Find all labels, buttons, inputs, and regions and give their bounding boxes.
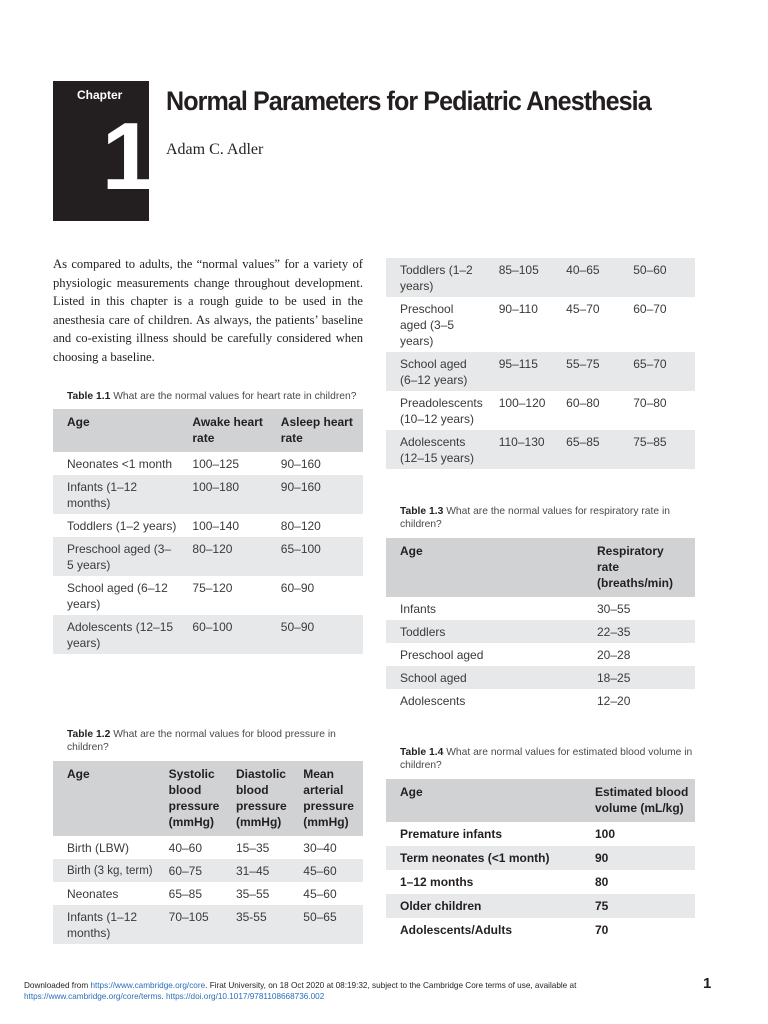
footer-middle: . Firat University, on 18 Oct 2020 at 08:19:32, subject to the Cambridge Core terms of use, available at (205, 981, 577, 990)
table-cell: 65–100 (271, 537, 363, 576)
table-cell: 60–80 (556, 391, 623, 430)
table1-caption-text: What are the normal values for heart rate in children? (113, 391, 357, 402)
table2-label: Table 1.2 (67, 729, 111, 740)
table-row (53, 452, 363, 475)
table-cell: 50–90 (271, 615, 363, 654)
column-header: Diastolic blood pressure (mmHg) (226, 761, 293, 836)
chapter-number: 1 (101, 103, 149, 210)
table-cell: Infants (1–12 months) (53, 475, 182, 514)
footer-prefix: Downloaded from (24, 981, 91, 990)
column-header: Awake heart rate (182, 409, 270, 452)
table-cell: Infants (1–12 months) (53, 905, 159, 944)
table-cell: 60–75 (159, 859, 226, 882)
table-cell: 90–110 (489, 297, 556, 352)
table-cell: Toddlers (386, 620, 587, 643)
table-cell: 80–120 (271, 514, 363, 537)
table-row (386, 352, 695, 391)
table-cell: 1–12 months (386, 870, 585, 894)
table-cell: 40–60 (159, 836, 226, 859)
table-cell: 70 (585, 918, 695, 942)
footer-separator: . (161, 992, 166, 1001)
table-cell: 60–90 (271, 576, 363, 615)
table-cell: 40–65 (556, 258, 623, 297)
table-row (386, 666, 695, 689)
table-header-row (53, 409, 363, 452)
table-cell: 45–60 (293, 859, 363, 882)
table3-caption (400, 505, 696, 531)
table4-caption (400, 746, 700, 772)
table2-caption-text: What are the normal values for blood pressure in children? (67, 729, 336, 753)
table-row (53, 576, 363, 615)
table-cell: Neonates <1 month (53, 452, 182, 475)
blood-volume-table (386, 779, 695, 942)
column-header: Asleep heart rate (271, 409, 363, 452)
respiratory-rate-table (386, 538, 695, 712)
table-row (386, 846, 695, 870)
table-row (386, 258, 695, 297)
table1-label: Table 1.1 (67, 391, 111, 402)
chapter-title: Normal Parameters for Pediatric Anesthesia (166, 86, 651, 116)
table-cell: 30–55 (587, 597, 695, 620)
doi-link[interactable]: https://doi.org/10.1017/9781108668736.002 (165, 992, 325, 1001)
table-cell: Toddlers (1–2 years) (386, 258, 489, 297)
column-header: Age (53, 409, 182, 452)
table-cell: 75 (585, 894, 695, 918)
column-header: Age (386, 779, 585, 822)
table-row (386, 643, 695, 666)
table-cell: 75–85 (623, 430, 695, 469)
table-cell: Infants (386, 597, 587, 620)
table-cell: Adolescents (12–15 years) (53, 615, 182, 654)
table-row (53, 836, 363, 859)
table-row (53, 537, 363, 576)
blood-pressure-table (53, 761, 363, 944)
intro-paragraph: As compared to adults, the “normal values” for a variety of physiologic measurements change throughout development. Listed in this chapter is a rough guide to be used in the anesthesia care of children. As always, the patients’ baseline and co-existing illness should be carefully considered when choosing a baseline. (53, 257, 363, 364)
table-cell: 100 (585, 822, 695, 846)
table-cell: 110–130 (489, 430, 556, 469)
table-cell: 60–70 (623, 297, 695, 352)
table3-label: Table 1.3 (400, 506, 444, 517)
table-cell: Preschool aged (3–5 years) (53, 537, 182, 576)
table-cell: 31–45 (226, 859, 293, 882)
table-row (53, 905, 363, 944)
table-cell: 100–120 (489, 391, 556, 430)
table-cell: 45–60 (293, 882, 363, 905)
table-cell: School aged (386, 666, 587, 689)
blood-pressure-table-continued (386, 258, 695, 469)
column-header: Mean arterial pressure (mmHg) (293, 761, 363, 836)
cambridge-core-link[interactable]: https://www.cambridge.org/core (90, 981, 206, 990)
table-cell: 70–80 (623, 391, 695, 430)
table-cell: Older children (386, 894, 585, 918)
table-cell: 65–70 (623, 352, 695, 391)
terms-link[interactable]: https://www.cambridge.org/core/terms (24, 992, 162, 1001)
table-cell: 80 (585, 870, 695, 894)
table-cell: 85–105 (489, 258, 556, 297)
table-header-row (53, 761, 363, 836)
table-cell: 100–125 (182, 452, 270, 475)
page-number: 1 (703, 975, 712, 992)
column-header: Respiratory rate (breaths/min) (587, 538, 695, 597)
table-cell: 60–100 (182, 615, 270, 654)
table-cell: 100–140 (182, 514, 270, 537)
table-cell: 30–40 (293, 836, 363, 859)
column-header: Age (53, 761, 159, 836)
table-cell: Adolescents (12–15 years) (386, 430, 489, 469)
table-row (386, 620, 695, 643)
table-cell: Term neonates (<1 month) (386, 846, 585, 870)
table-cell: Birth (LBW) (53, 836, 159, 859)
column-header: Age (386, 538, 587, 597)
table-header-row (386, 779, 695, 822)
table-cell: School aged (6–12 years) (53, 576, 182, 615)
table-row (386, 430, 695, 469)
table-row (386, 918, 695, 942)
table-cell: 65–85 (159, 882, 226, 905)
table-cell: 75–120 (182, 576, 270, 615)
table-cell: 12–20 (587, 689, 695, 712)
table-cell: Adolescents/Adults (386, 918, 585, 942)
table-cell: Preadolescents (10–12 years) (386, 391, 489, 430)
table-cell: 65–85 (556, 430, 623, 469)
table-row (386, 822, 695, 846)
table3-caption-text: What are the normal values for respiratory rate in children? (400, 506, 670, 530)
table-row (386, 597, 695, 620)
table-row (53, 859, 363, 882)
table-cell: 35-55 (226, 905, 293, 944)
table-cell: 80–120 (182, 537, 270, 576)
table-cell: 90–160 (271, 475, 363, 514)
column-header: Estimated blood volume (mL/kg) (585, 779, 695, 822)
table-cell: 22–35 (587, 620, 695, 643)
table4-caption-text: What are normal values for estimated blood volume in children? (400, 747, 693, 771)
table-cell: School aged (6–12 years) (386, 352, 489, 391)
download-footer (24, 980, 664, 1002)
table-cell: Birth (3 kg, term) (53, 859, 159, 882)
table-cell: 100–180 (182, 475, 270, 514)
table-cell: 70–105 (159, 905, 226, 944)
table-cell: 90 (585, 846, 695, 870)
author-name: Adam C. Adler (166, 141, 264, 158)
table-row (53, 475, 363, 514)
table2-caption (67, 728, 363, 754)
table-cell: 45–70 (556, 297, 623, 352)
table-row (386, 894, 695, 918)
table-row (386, 297, 695, 352)
table-cell: Toddlers (1–2 years) (53, 514, 182, 537)
table-header-row (386, 538, 695, 597)
table-cell: 95–115 (489, 352, 556, 391)
table-cell: Neonates (53, 882, 159, 905)
table-row (53, 514, 363, 537)
heart-rate-table (53, 409, 363, 654)
chapter-label: Chapter (77, 88, 123, 102)
table-cell: Adolescents (386, 689, 587, 712)
table-cell: 35–55 (226, 882, 293, 905)
table-cell: 50–60 (623, 258, 695, 297)
table-row (53, 882, 363, 905)
table-cell: 50–65 (293, 905, 363, 944)
table-cell: Premature infants (386, 822, 585, 846)
table-cell: 55–75 (556, 352, 623, 391)
table-row (386, 689, 695, 712)
table-cell: 90–160 (271, 452, 363, 475)
table-row (386, 391, 695, 430)
chapter-badge (53, 81, 149, 221)
table-cell: 15–35 (226, 836, 293, 859)
table-cell: Preschool aged (3–5 years) (386, 297, 489, 352)
table-cell: 18–25 (587, 666, 695, 689)
table1-caption (67, 390, 367, 403)
table-row (53, 615, 363, 654)
table-cell: 20–28 (587, 643, 695, 666)
table4-label: Table 1.4 (400, 747, 444, 758)
column-header: Systolic blood pressure (mmHg) (159, 761, 226, 836)
table-cell: Preschool aged (386, 643, 587, 666)
table-row (386, 870, 695, 894)
